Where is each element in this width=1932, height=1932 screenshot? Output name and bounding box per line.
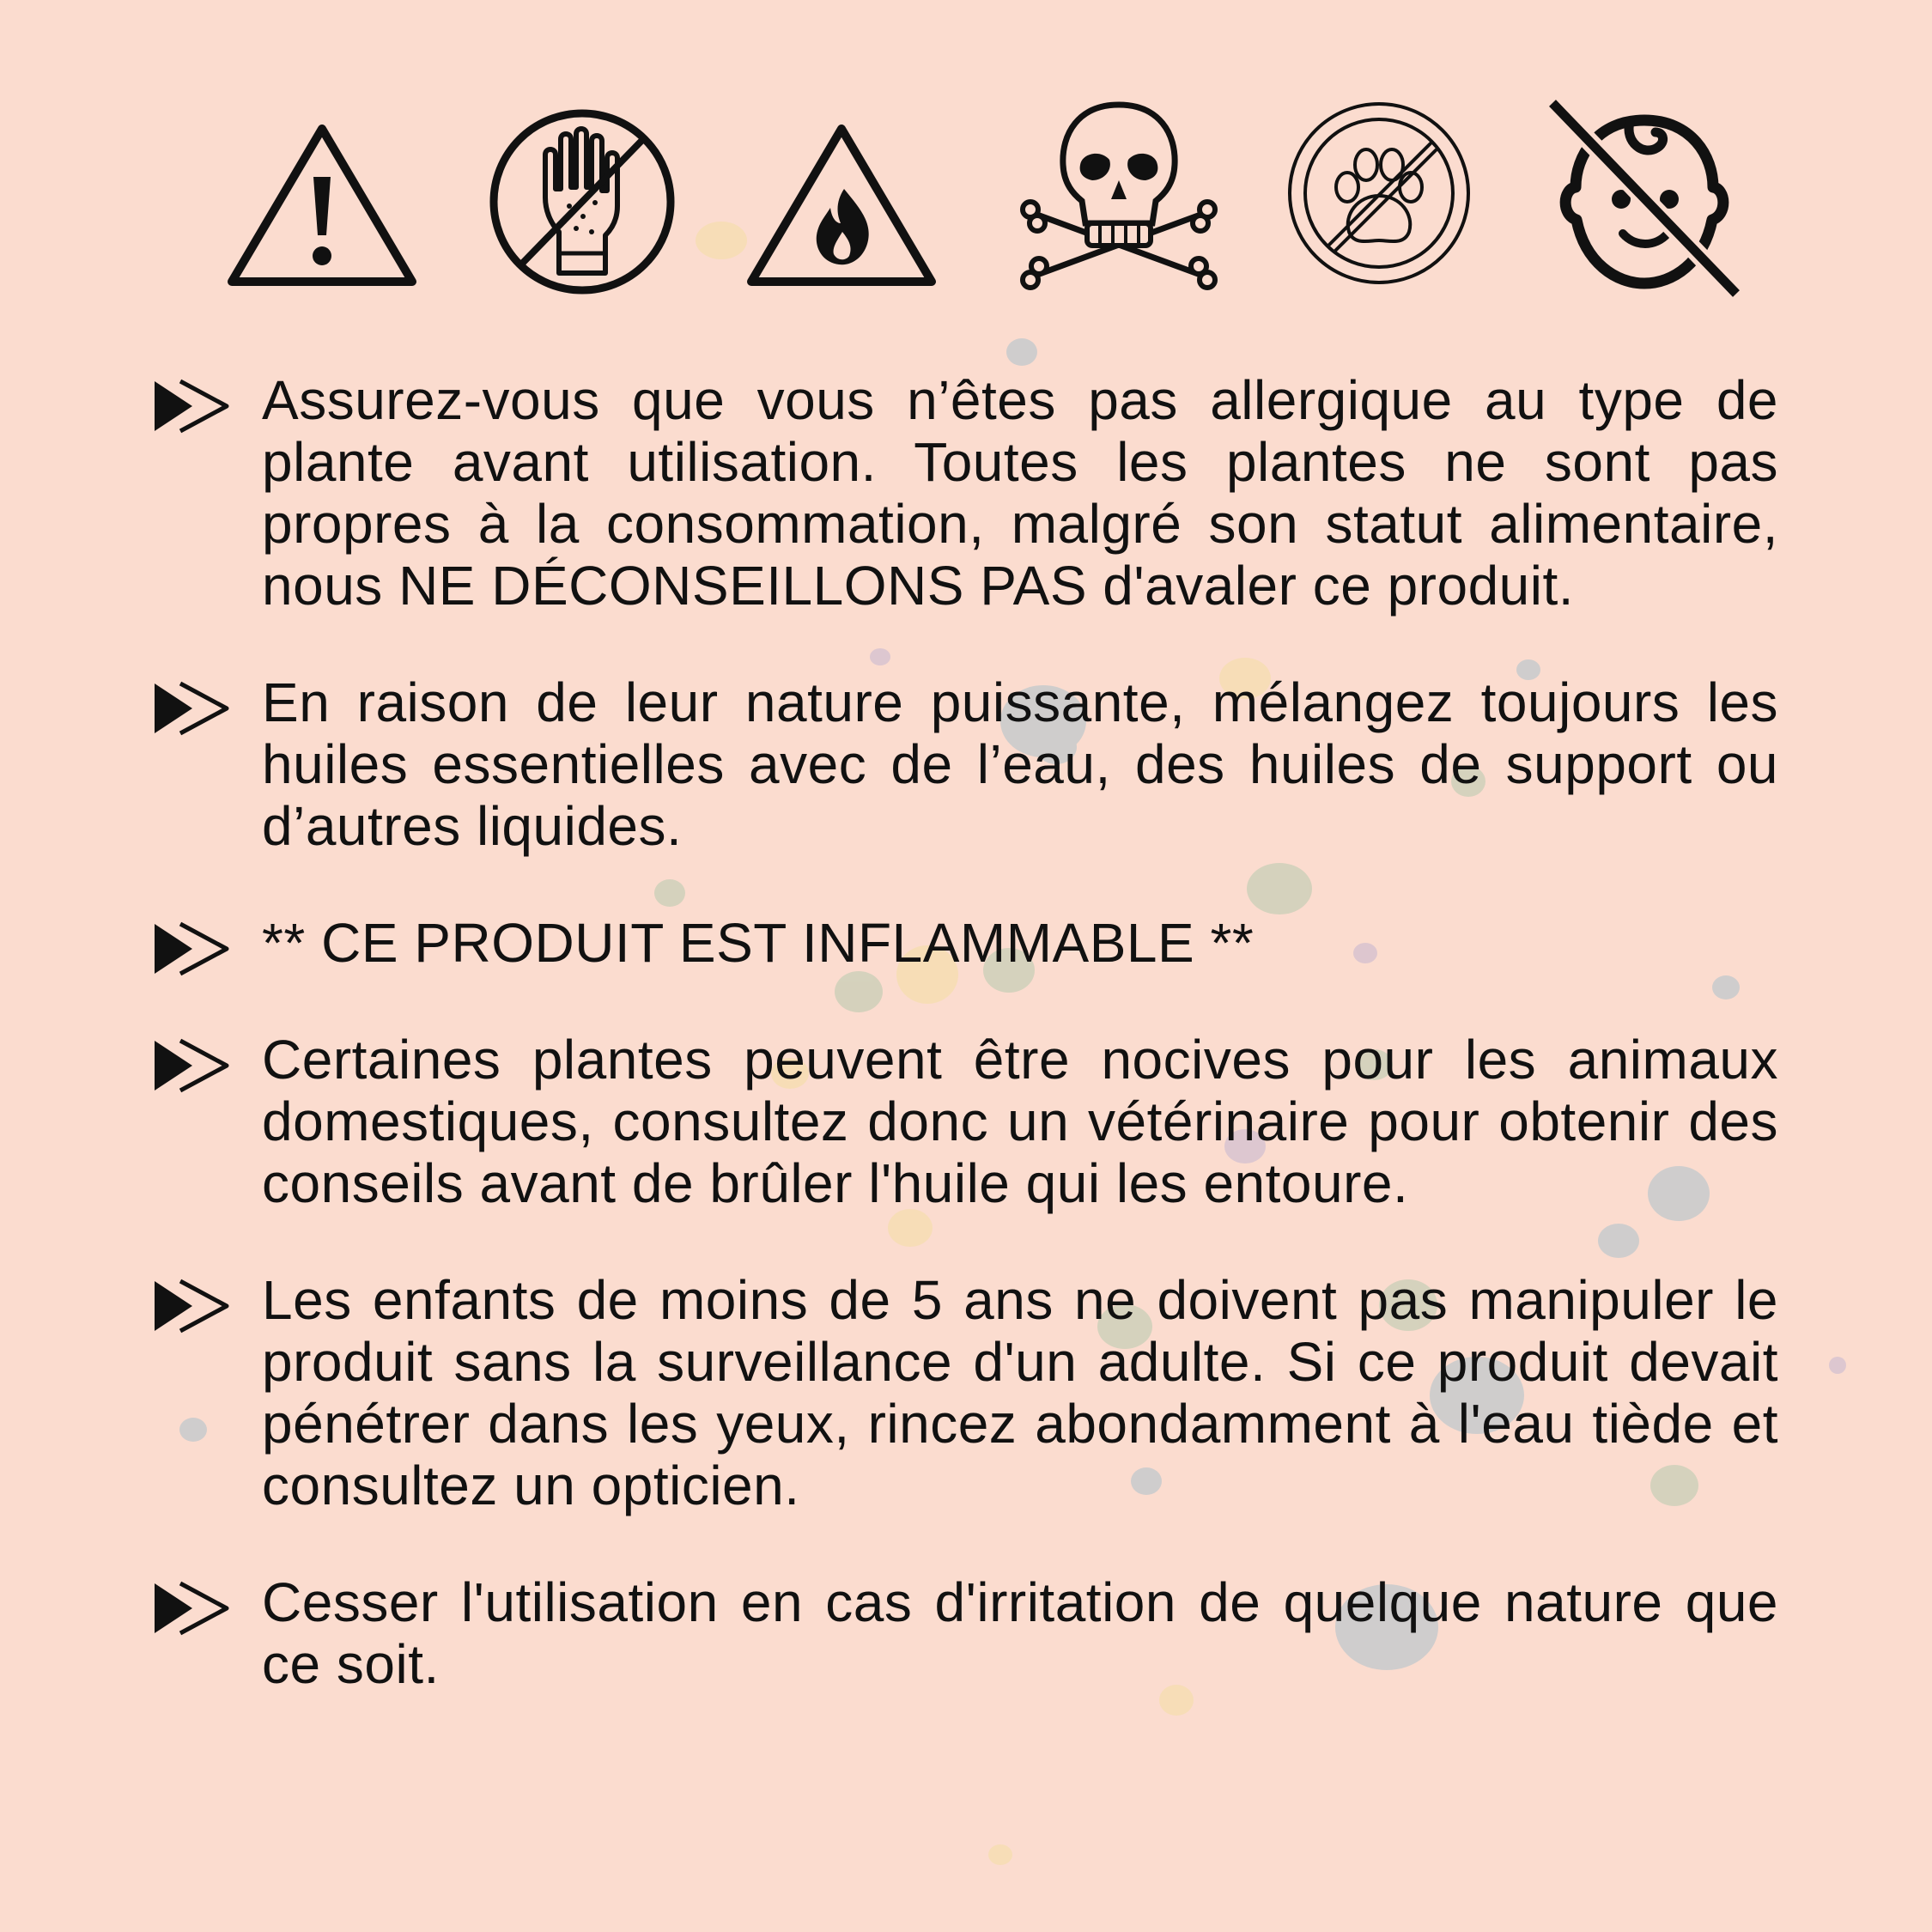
- double-arrow-icon: [151, 1278, 232, 1334]
- warning-text: Assurez-vous que vous n’êtes pas allergique au type de plante avant utilisation. Toutes les plantes ne sont pas propres à la consommation, malgré son statut alimentaire, nous NE DÉCONSEILLONS PAS d'avaler ce produit.: [262, 369, 1778, 617]
- warning-text: En raison de leur nature puissante, mélangez toujours les huiles essentielles avec de l’eau, des huiles de support ou d’autres liquides.: [262, 671, 1778, 857]
- flammable-icon: [734, 94, 949, 309]
- skull-crossbones-icon: [1012, 94, 1226, 309]
- warning-text: ** CE PRODUIT EST INFLAMMABLE **: [262, 912, 1255, 974]
- no-children-icon: [1537, 94, 1752, 309]
- list-item: [0, 1029, 1932, 1214]
- double-arrow-icon: [151, 680, 232, 737]
- warning-text: Cesser l'utilisation en cas d'irritation de quelque nature que ce soit.: [262, 1571, 1778, 1695]
- list-item: [0, 1571, 1932, 1695]
- list-item: [0, 671, 1932, 857]
- warning-triangle-icon: [215, 94, 429, 309]
- warning-text: Certaines plantes peuvent être nocives pour les animaux domestiques, consultez donc un vétérinaire pour obtenir des conseils avant de brûler l'huile qui les entoure.: [262, 1029, 1778, 1214]
- double-arrow-icon: [151, 1037, 232, 1094]
- no-skin-contact-icon: [475, 94, 690, 309]
- list-item: [0, 1269, 1932, 1516]
- warnings-list: [0, 369, 1932, 1750]
- no-pets-icon: [1272, 94, 1486, 309]
- hazard-icons-row: [0, 94, 1932, 309]
- double-arrow-icon: [151, 920, 232, 977]
- double-arrow-icon: [151, 1580, 232, 1637]
- list-item: [0, 369, 1932, 617]
- warning-text: Les enfants de moins de 5 ans ne doivent pas manipuler le produit sans la surveillance d'un adulte. Si ce produit devait pénétrer dans les yeux, rincez abondamment à l'eau tiède et consultez un opticien.: [262, 1269, 1778, 1516]
- list-item: [0, 912, 1932, 974]
- double-arrow-icon: [151, 378, 232, 434]
